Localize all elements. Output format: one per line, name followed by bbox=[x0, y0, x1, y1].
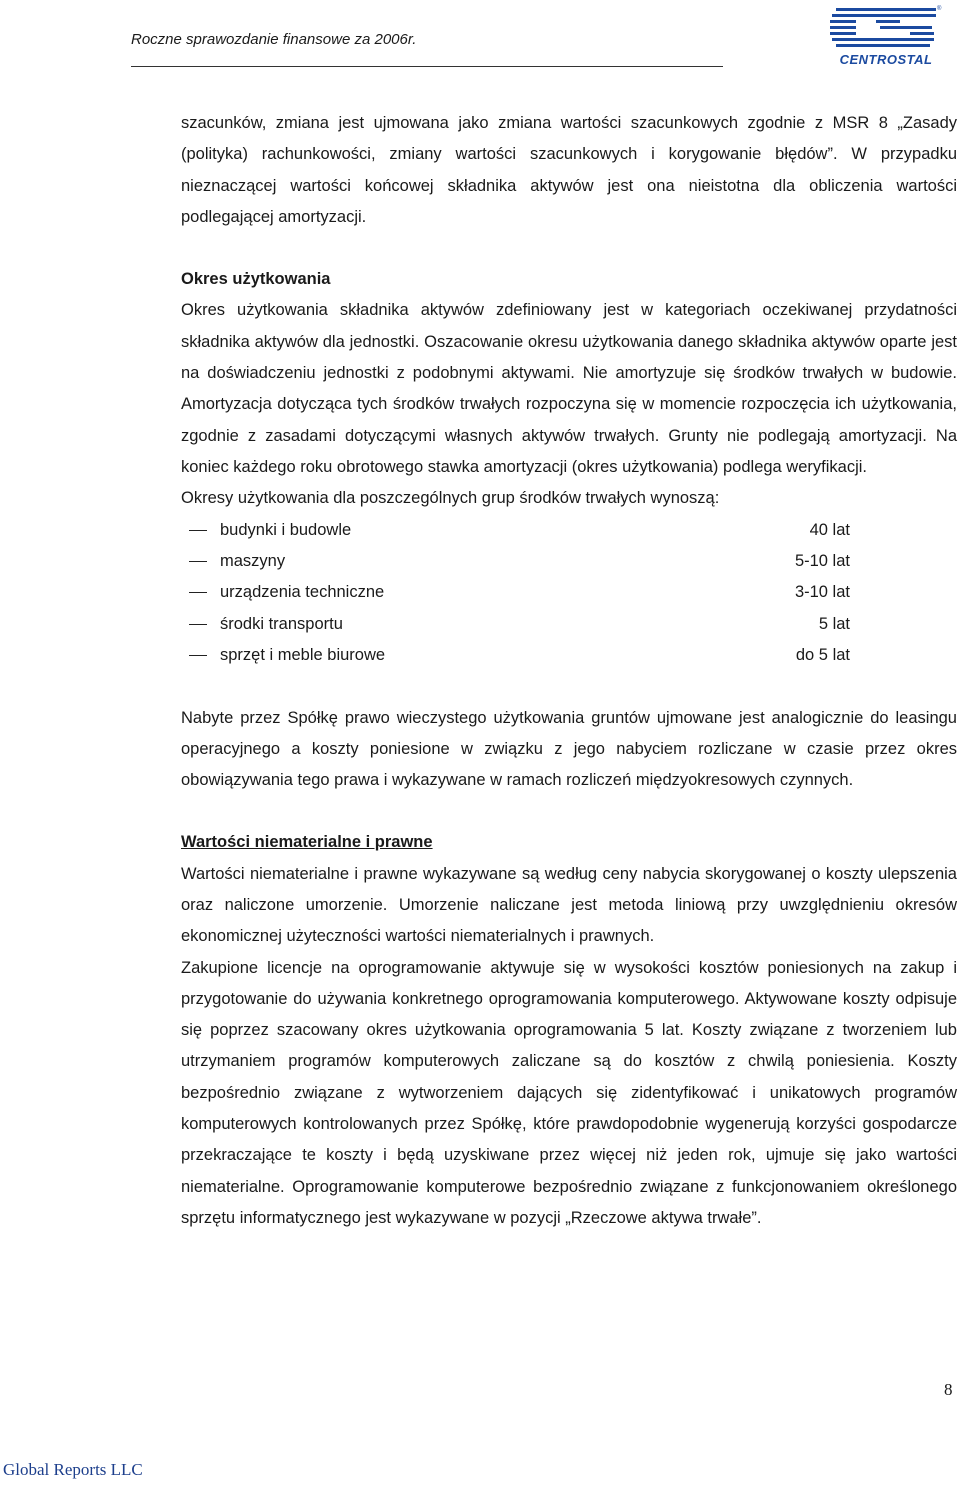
dash-bullet-icon bbox=[189, 561, 207, 562]
list-item bbox=[181, 515, 957, 546]
list-item-value: 40 lat bbox=[809, 520, 850, 539]
list-item bbox=[181, 577, 957, 608]
list-item-label: budynki i budowle bbox=[220, 520, 352, 539]
list-item bbox=[181, 640, 957, 671]
logo-wordmark: CENTROSTAL bbox=[839, 52, 933, 67]
dash-bullet-icon bbox=[189, 624, 207, 625]
list-item-label: sprzęt i meble biurowe bbox=[220, 646, 386, 665]
dash-bullet-icon bbox=[189, 592, 207, 593]
document-body bbox=[181, 108, 957, 1234]
report-title: Roczne sprawozdanie finansowe za 2006r. bbox=[131, 31, 417, 48]
list-item-value: 3-10 lat bbox=[794, 583, 850, 602]
list-item-value: do 5 lat bbox=[795, 646, 850, 665]
footer-text: Global Reports LLC bbox=[3, 1460, 143, 1479]
software-paragraph: Zakupione licencje na oprogramowanie aktywuje się w wysokości kosztów poniesionych na zakup i przygotowanie do używania konkretnego oprogramowania komputerowego. Aktywowane koszty odpisuje się poprzez szacowany okres użytkowania oprogramowania 5 lat. Koszty związane z tworzeniem lub utrzymaniem programów komputerowych zaliczane są do kosztów z chwilą poniesienia. Koszty bezpośrednio związane z wytworzeniem dających się zidentyfikować i unikatowych programów komputerowych kontrolowanych przez Spółkę, które prawdopodobnie wygenerują korzyści gospodarcze przekraczające te koszty i będą uzyskiwane przez więcej niż jeden rok, ujmuje się jako wartości niematerialne. Oprogramowanie komputerowe bezpośrednio związane z funkcjonowaniem określonego sprzętu informatycznego jest wykazywane w pozycji „Rzeczowe aktywa trwałe”. bbox=[181, 958, 957, 1227]
useful-life-list-intro: Okresy użytkowania dla poszczególnych grup środków trwałych wynoszą: bbox=[181, 489, 720, 508]
useful-life-list bbox=[181, 515, 957, 672]
section-heading-useful-life: Okres użytkowania bbox=[181, 270, 331, 289]
svg-text:®: ® bbox=[937, 6, 942, 12]
dash-bullet-icon bbox=[189, 530, 207, 531]
land-use-paragraph: Nabyte przez Spółkę prawo wieczystego użytkowania gruntów ujmowane jest analogicznie do leasingu operacyjnego a koszty poniesione w związku z jego nabyciem rozliczane w czasie przez okres obowiązywania tego prawa i wykazywane w ramach rozliczeń międzyokresowych czynnych. bbox=[181, 708, 957, 790]
page-number: 8 bbox=[944, 1380, 953, 1399]
list-item-value: 5 lat bbox=[818, 614, 850, 633]
list-item bbox=[181, 546, 957, 577]
list-item-label: urządzenia techniczne bbox=[220, 583, 385, 602]
header-divider bbox=[131, 66, 723, 67]
list-item bbox=[181, 609, 957, 640]
intangibles-paragraph: Wartości niematerialne i prawne wykazywane są według ceny nabycia skorygowanej o koszty ulepszenia oraz naliczone umorzenie. Umorzenie naliczane jest metoda liniową przy uwzględnieniu okresów ekonomicznej użyteczności wartości niematerialnych i prawnych. bbox=[181, 864, 957, 946]
list-item-label: środki transportu bbox=[220, 614, 343, 633]
section-heading-intangibles: Wartości niematerialne i prawne bbox=[181, 833, 433, 852]
useful-life-paragraph: Okres użytkowania składnika aktywów zdefiniowany jest w kategoriach oczekiwanej przydatności składnika aktywów dla jednostki. Oszacowanie okresu użytkowania danego składnika aktywów oparte jest na doświadczeniu jednostki z podobnymi aktywami. Nie amortyzuje się środków trwałych w budowie. Amortyzacja dotycząca tych środków trwałych rozpoczyna się w momencie rozpoczęcia ich użytkowania, zgodnie z zasadami dotyczącymi własnych aktywów trwałych. Grunty nie podlegają amortyzacji. Na koniec każdego roku obrotowego stawka amortyzacji (okres użytkowania) podlega weryfikacji. bbox=[181, 301, 957, 476]
intro-paragraph: szacunków, zmiana jest ujmowana jako zmiana wartości szacunkowych zgodnie z MSR 8 „Zasady (polityka) rachunkowości, zmiany wartości szacunkowych i korygowanie błędów”. W przypadku nieznaczącej wartości końcowej składnika aktywów jest ona nieistotna dla obliczenia wartości podlegającej amortyzacji. bbox=[181, 114, 957, 226]
list-item-label: maszyny bbox=[220, 551, 286, 570]
dash-bullet-icon bbox=[189, 655, 207, 656]
list-item-value: 5-10 lat bbox=[794, 551, 850, 570]
